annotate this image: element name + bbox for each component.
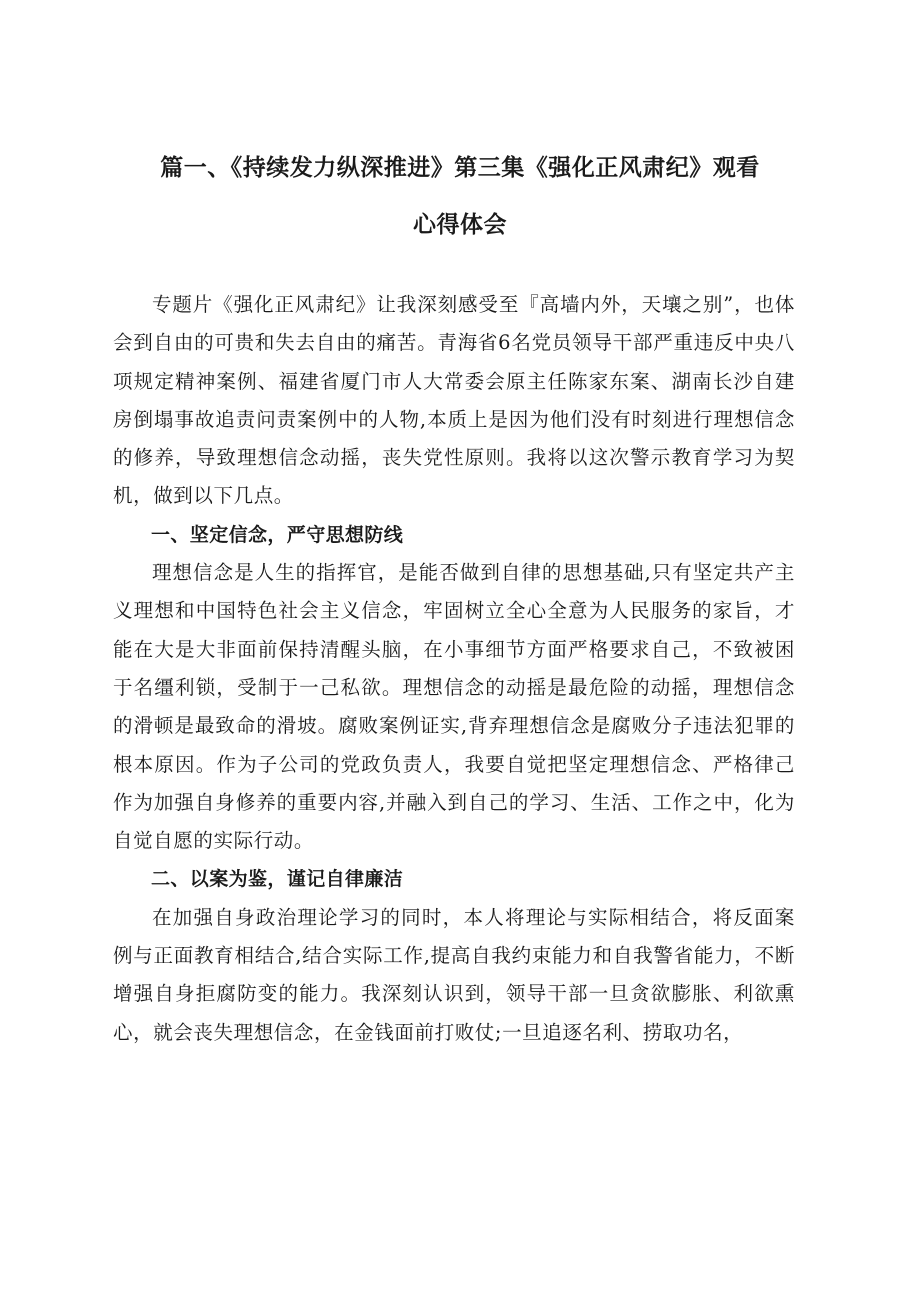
section-1-paragraph: 理想信念是人生的指挥官，是能否做到自律的思想基础,只有坚定共产主义理想和中国特色社会主义信念，牢固树立全心全意为人民服务的家旨，才能在大是大非面前保持清醒头脑，在小事细节方面严格要求自己，不致被困于名缰利锁，受制于一己私欲。理想信念的动摇是最危险的动摇，理想信念的滑顿是最致命的滑坡。腐败案例证实,背弃理想信念是腐败分子违法犯罪的根本原因。作为子公司的党政负责人，我要自觉把坚定理想信念、严格律己作为加强自身修养的重要内容,并融入到自己的学习、生活、工作之中，化为自觉自愿的实际行动。: [113, 561, 795, 853]
document-title-line-2: 心得体会: [413, 212, 507, 238]
document-title-line-1: 篇一、《持续发力纵深推进》第三集《强化正风肃纪》观看: [160, 155, 760, 181]
document-body: [113, 286, 795, 1052]
section-heading-2: 二、以案为鉴，谨记自律廉洁: [151, 868, 404, 891]
intro-paragraph: 专题片《强化正风肃纪》让我深刻感受至『高墙内外，天壤之别”，也体会到自由的可贵和失去自由的痛苦。青海省6名党员领导干部严重违反中央八项规定精神案例、福建省厦门市人大常委会原主任陈家东案、湖南长沙自建房倒塌事故追责问责案例中的人物,本质上是因为他们没有时刻进行理想信念的修养，导致理想信念动摇，丧失党性原则。我将以这次警示教育学习为契机，做到以下几点。: [113, 293, 795, 508]
section-heading-1: 一、坚定信念，严守思想防线: [151, 523, 404, 546]
section-2-paragraph: 在加强自身政治理论学习的同时，本人将理论与实际相结合，将反面案例与正面教育相结合,结合实际工作,提高自我约束能力和自我警省能力，不断增强自身拒腐防变的能力。我深刻认识到，领导干部一旦贪欲膨胀、利欲熏心，就会丧失理想信念，在金钱面前打败仗;一旦追逐名利、捞取功名，: [113, 905, 795, 1044]
